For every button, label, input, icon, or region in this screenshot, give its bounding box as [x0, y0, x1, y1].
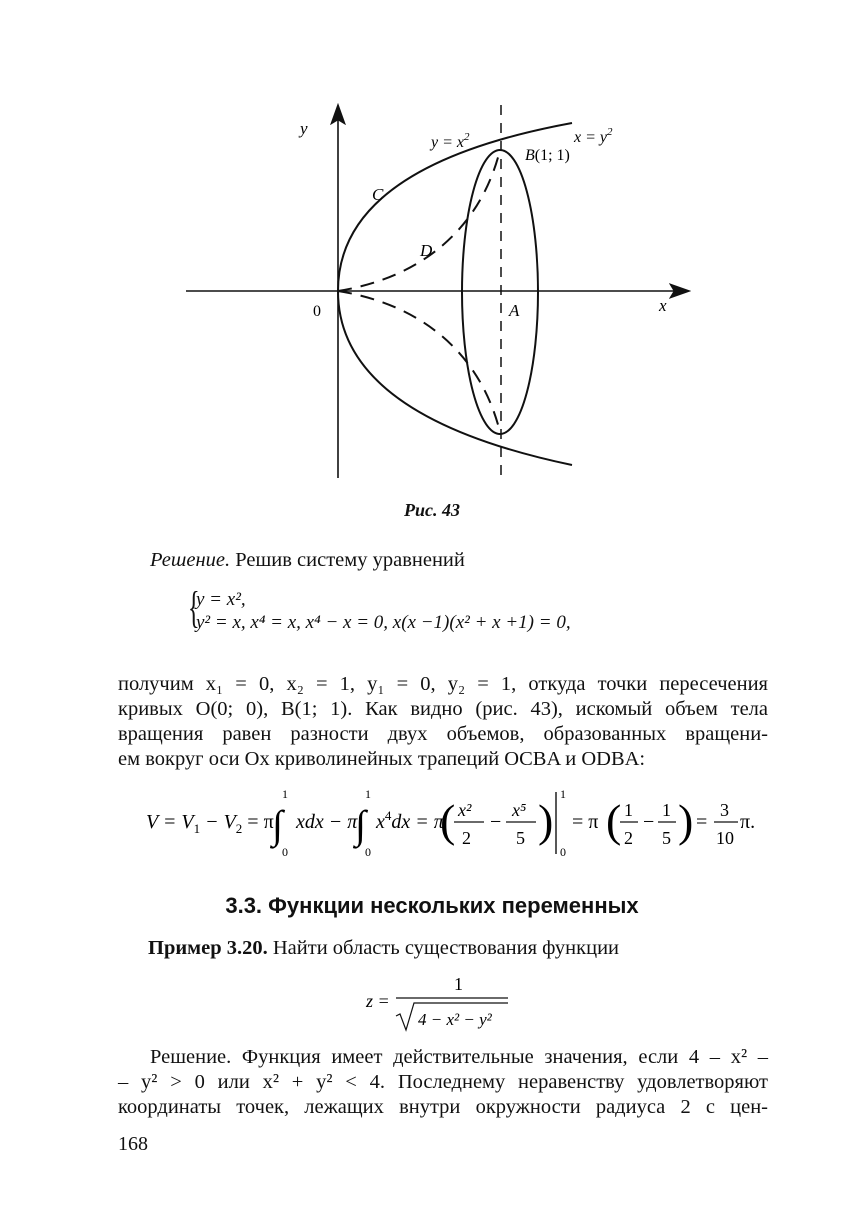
figure-43 [0, 0, 864, 540]
svg-text:0: 0 [560, 845, 566, 859]
solution-line-4: ем вокруг оси Ox криволинейных трапеций OCBA и ODBA: [118, 748, 646, 770]
point-b-label: B(1; 1) [525, 147, 570, 164]
example-text: Найти область существования функции [267, 937, 620, 959]
svg-text:5: 5 [516, 828, 525, 848]
left-paren-1: ( [440, 795, 456, 846]
curve-2-label: $x = y^2$ [574, 126, 613, 146]
figure-caption: Рис. 43 [404, 500, 460, 520]
solution-label: Решение. [150, 549, 231, 571]
svg-text:1: 1 [365, 787, 371, 801]
svg-text:x⁵: x⁵ [512, 800, 527, 820]
point-a-label: A [509, 301, 520, 320]
solution-intro [150, 548, 750, 573]
page-number: 168 [118, 1133, 148, 1155]
svg-text:2: 2 [462, 828, 471, 848]
solution-2-line-2: – y² > 0 или x² + y² < 4. Последнему неравенству удовлетворяют [118, 1071, 768, 1093]
svg-text:10: 10 [716, 828, 734, 848]
y-axis-label: y [300, 119, 308, 138]
svg-text:1: 1 [662, 800, 671, 820]
point-d-label: D [420, 241, 433, 260]
system-line-1: y = x², [196, 589, 246, 610]
example-label: Пример 3.20. [148, 937, 268, 959]
solution-line-2: кривых O(0; 0), B(1; 1). Как видно (рис. 43), искомый объем тела [118, 698, 768, 720]
rotation-ellipse [462, 150, 538, 434]
solution-2-line-1: Решение. Функция имеет действительные значения, если 4 – x² – [150, 1046, 768, 1068]
system-line-2: y² = x, x⁴ = x, x⁴ − x = 0, x(x −1)(x² + x +1) = 0, [196, 612, 571, 633]
svg-text:xdx − π: xdx − π [296, 811, 358, 833]
solution-2-paragraph [118, 1045, 768, 1120]
example-statement [148, 937, 619, 960]
solution-line-3: вращения равен разности двух объемов, образованных вращени- [118, 723, 768, 745]
svg-text:1: 1 [282, 787, 288, 801]
svg-text:π.: π. [740, 811, 756, 833]
integral-sign-1: ∫ [272, 802, 283, 847]
curve-x-equals-y-squared [338, 123, 572, 465]
solution-paragraph [118, 672, 768, 772]
svg-text:2: 2 [624, 828, 633, 848]
svg-text:4 − x² − y²: 4 − x² − y² [418, 1010, 492, 1029]
origin-label: 0 [313, 303, 321, 320]
volume-formula [140, 784, 760, 864]
solution-2-line-3: координаты точек, лежащих внутри окружности радиуса 2 с цен- [118, 1096, 768, 1118]
svg-text:= π: = π [572, 811, 599, 833]
svg-text:0: 0 [365, 845, 371, 859]
svg-text:V = V1 − V2 = π: $V = V_1 - V_2 = \pi$ [146, 811, 274, 836]
right-paren-1: ) [538, 795, 554, 846]
svg-text:): ) [678, 795, 694, 846]
point-c-label: C [372, 185, 384, 204]
svg-text:x4dx = π: $x^4dx = \pi$ [376, 808, 444, 833]
function-formula [360, 970, 520, 1040]
svg-text:z =: z = [366, 991, 390, 1011]
svg-text:1: 1 [624, 800, 633, 820]
svg-text:1: 1 [454, 974, 463, 994]
x-axis-label: x [659, 296, 667, 315]
section-heading: 3.3. Функции нескольких переменных [225, 893, 639, 918]
svg-text:5: 5 [662, 828, 671, 848]
svg-text:0: 0 [282, 845, 288, 859]
solution-intro-text: Решив систему уравнений [235, 549, 465, 571]
solution-line-1: получим x₁ = 0, x₂ = 1, y₁ = 0, y₂ = 1, откуда точки пересечения [118, 673, 768, 695]
svg-text:1: 1 [560, 787, 566, 801]
integral-sign-2: ∫ [355, 802, 366, 847]
svg-text:=: = [696, 811, 708, 833]
svg-text:−: − [643, 811, 655, 833]
svg-text:−: − [490, 811, 502, 833]
svg-text:x²: x² [458, 800, 472, 820]
svg-text:(: ( [606, 795, 622, 846]
system-brace: { [188, 583, 200, 632]
svg-text:3: 3 [720, 800, 729, 820]
equation-system [196, 588, 571, 634]
curve-1-label: $y = x^2$ [431, 131, 470, 151]
